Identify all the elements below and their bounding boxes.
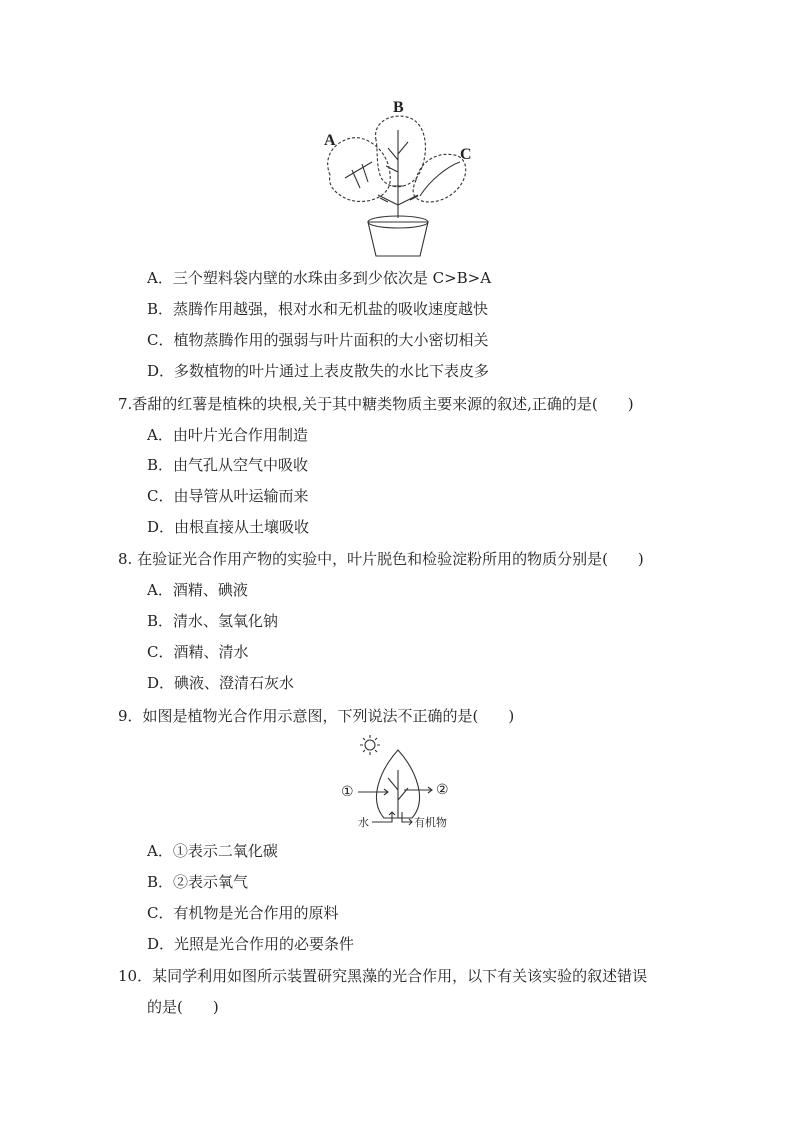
q8-stem: 8. 在验证光合作用产物的实验中，叶片脱色和检验淀粉所用的物质分别是( ) (118, 550, 644, 568)
q10-stem-line2: 的是( ) (147, 998, 219, 1016)
q7-option-d: D．由根直接从土壤吸收 (147, 518, 310, 536)
q7-option-b: B．由气孔从空气中吸收 (147, 456, 309, 474)
q6-option-d: D．多数植物的叶片通过上表皮散失的水比下表皮多 (147, 362, 490, 380)
q9-option-a: A．①表示二氧化碳 (147, 842, 278, 860)
q8-option-c: C．酒精、清水 (147, 643, 249, 661)
q9-option-c: C．有机物是光合作用的原料 (147, 904, 339, 922)
q6-option-a: A．三个塑料袋内壁的水珠由多到少依次是 C>B>A (147, 269, 492, 287)
q7-stem: 7.香甜的红薯是植株的块根,关于其中糖类物质主要来源的叙述,正确的是( ) (118, 395, 634, 413)
label-b: B (393, 99, 404, 116)
q9-option-b: B．②表示氧气 (147, 873, 249, 891)
label-2: ② (436, 782, 449, 798)
q8-option-d: D．碘液、澄清石灰水 (147, 674, 295, 692)
label-1: ① (341, 784, 354, 800)
label-a: A (324, 132, 336, 149)
q6-option-b: B．蒸腾作用越强，根对水和无机盐的吸收速度越快 (147, 300, 489, 318)
q7-option-a: A．由叶片光合作用制造 (147, 426, 308, 444)
q7-option-c: C．由导管从叶运输而来 (147, 487, 309, 505)
q8-option-b: B．清水、氢氧化钠 (147, 612, 279, 630)
q8-option-a: A．酒精、碘液 (147, 581, 248, 599)
label-c: C (460, 146, 472, 163)
q9-stem: 9．如图是植物光合作用示意图，下列说法不正确的是( ) (118, 707, 515, 725)
q9-option-d: D．光照是光合作用的必要条件 (147, 935, 355, 953)
label-water: 水 (358, 816, 369, 829)
q10-stem-line1: 10．某同学利用如图所示装置研究黑藻的光合作用，以下有关该实验的叙述错误 (118, 967, 648, 985)
q6-option-c: C．植物蒸腾作用的强弱与叶片面积的大小密切相关 (147, 331, 489, 349)
label-organic: 有机物 (414, 816, 447, 829)
